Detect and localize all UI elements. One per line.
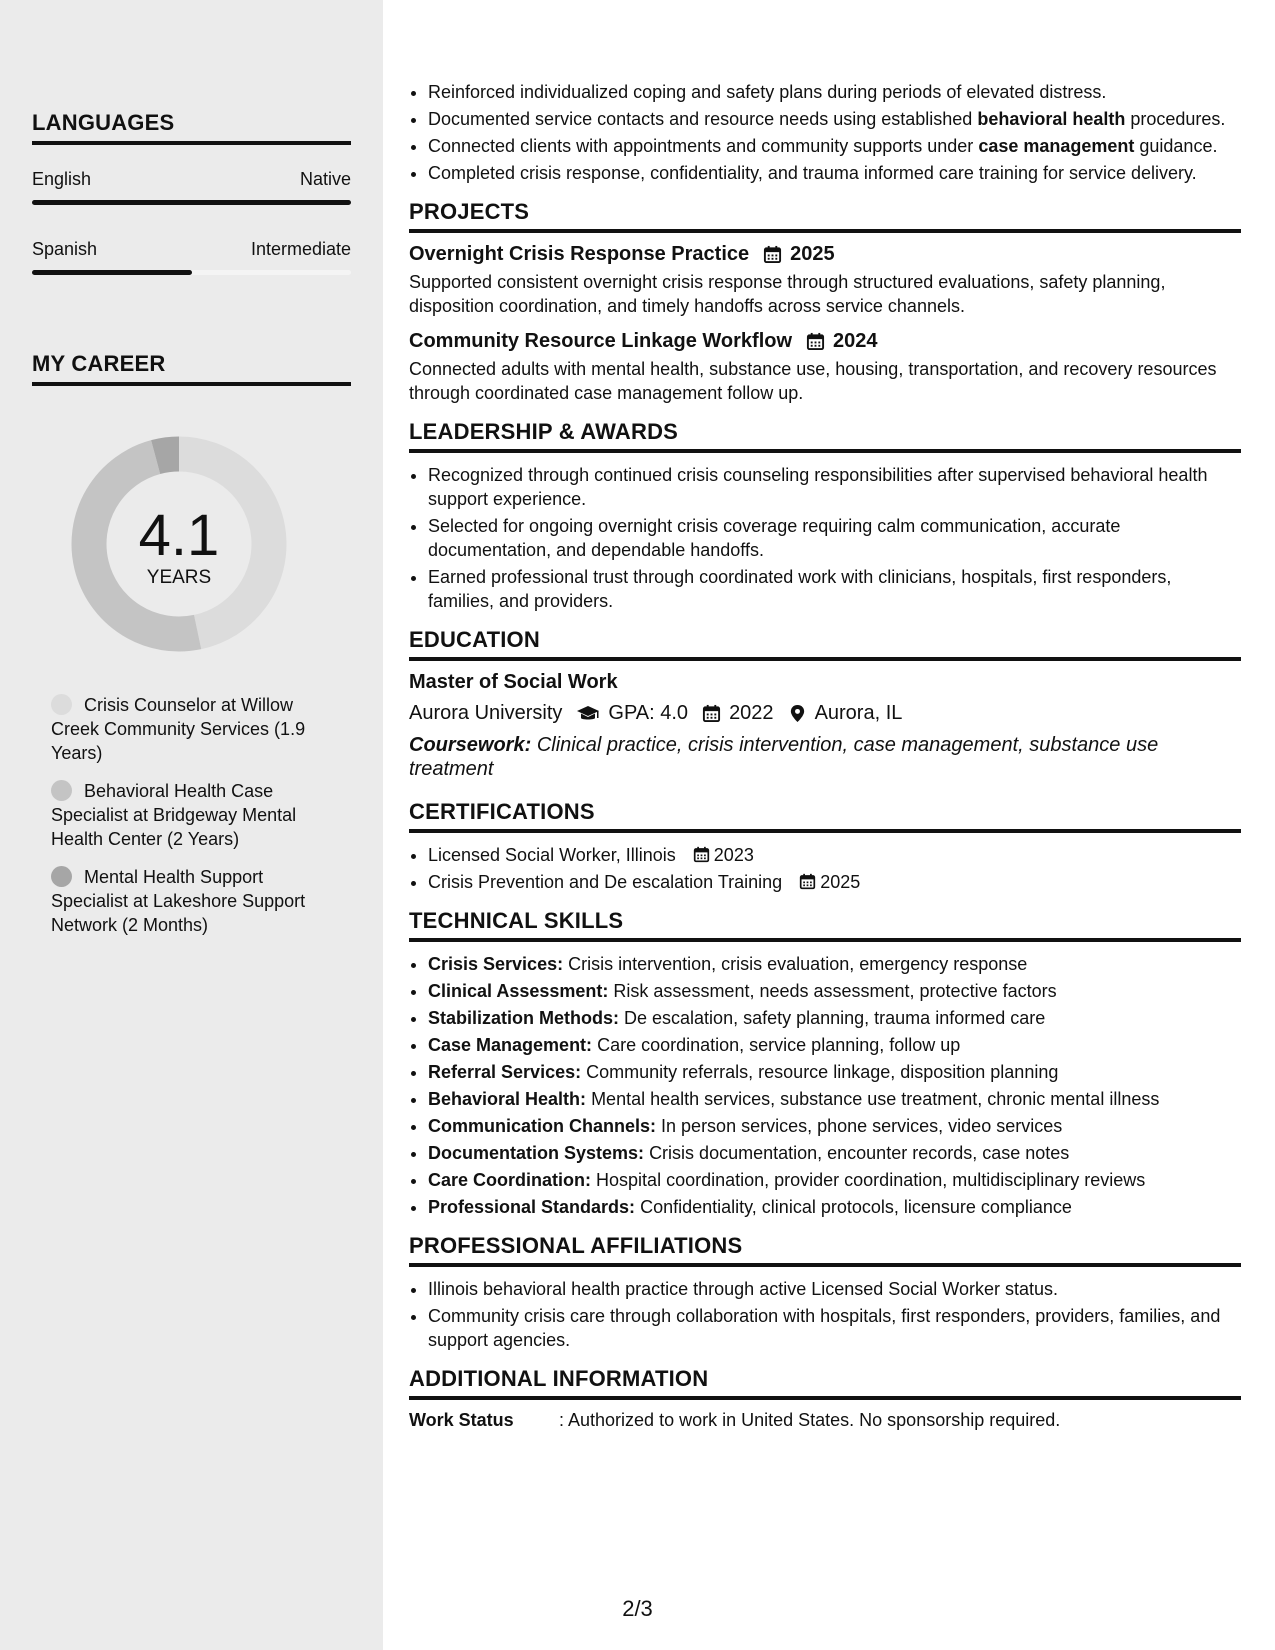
education-degree: Master of Social Work: [409, 671, 618, 693]
language-level: Native: [299, 169, 351, 189]
language-name: English: [32, 169, 92, 189]
leadership-list: [409, 463, 1241, 613]
language-bar-english: [32, 200, 351, 205]
career-heading: MY CAREER: [32, 351, 351, 386]
certification-year: 2025: [820, 872, 861, 892]
language-bar-fill: [32, 270, 192, 275]
calendar-icon: [799, 873, 816, 890]
skill-item: • Stabilization Methods: De escalation, safety planning, trauma informed care: [428, 1006, 1241, 1030]
language-bar-fill: [32, 200, 351, 205]
legend-dot: [51, 694, 72, 715]
work-status-value: : Authorized to work in United States. No sponsorship required.: [559, 1410, 1061, 1430]
skill-item: • Professional Standards: Confidentiality, clinical protocols, licensure compliance: [428, 1195, 1241, 1219]
affiliations-list: [409, 1277, 1241, 1352]
career-legend: [51, 693, 331, 951]
leadership-heading: LEADERSHIP & AWARDS: [409, 419, 1241, 453]
main-content: [409, 0, 1241, 1650]
legend-dot: [51, 780, 72, 801]
skills-heading: TECHNICAL SKILLS: [409, 908, 1241, 942]
certifications-list: [409, 843, 1241, 894]
experience-bullets: [409, 80, 1241, 185]
calendar-icon: [693, 846, 710, 863]
skill-item: • Crisis Services: Crisis intervention, crisis evaluation, emergency response: [428, 952, 1241, 976]
career-total-years: 4.1: [138, 503, 220, 568]
skill-item: • Communication Channels: In person services, phone services, video services: [428, 1114, 1241, 1138]
education-gpa: GPA: 4.0: [608, 702, 689, 724]
languages-heading: LANGUAGES: [32, 110, 351, 145]
education-year: 2022: [729, 702, 774, 724]
affiliation-item: • Illinois behavioral health practice through active Licensed Social Worker status.: [428, 1277, 1241, 1301]
project-title: Community Resource Linkage Workflow 2024: [409, 330, 878, 352]
legend-label: Behavioral Health Case Specialist at Bridgeway Mental Health Center (2 Years): [51, 781, 297, 849]
work-status-label: Work Status: [409, 1410, 514, 1430]
language-english: [32, 169, 351, 190]
graduation-cap-icon: [576, 704, 600, 724]
location-pin-icon: [788, 704, 807, 723]
education-meta: [409, 702, 1241, 725]
skill-item: • Behavioral Health: Mental health services, substance use treatment, chronic mental illness: [428, 1087, 1241, 1111]
certifications-heading: CERTIFICATIONS: [409, 799, 1241, 833]
language-name: Spanish: [32, 239, 98, 259]
experience-bullet: • Connected clients with appointments and community supports under case management guidance.: [428, 134, 1241, 158]
leadership-item: • Selected for ongoing overnight crisis coverage requiring calm communication, accurate documentation, and dependable handoffs.: [428, 514, 1241, 562]
career-unit-label: YEARS: [146, 567, 212, 588]
skills-list: [409, 952, 1241, 1219]
education-heading: EDUCATION: [409, 627, 1241, 661]
legend-label: Crisis Counselor at Willow Creek Community Services (1.9 Years): [51, 695, 306, 763]
affiliations-heading: PROFESSIONAL AFFILIATIONS: [409, 1233, 1241, 1267]
donut-segment-2: [156, 454, 179, 457]
language-spanish: [32, 239, 351, 260]
experience-bullet: • Documented service contacts and resource needs using established behavioral health procedures.: [428, 107, 1241, 131]
skill-item: • Documentation Systems: Crisis documentation, encounter records, case notes: [428, 1141, 1241, 1165]
work-status-row: [409, 1410, 1241, 1431]
career-legend-item: [51, 779, 331, 851]
experience-bullet: • Completed crisis response, confidentiality, and trauma informed care training for service delivery.: [428, 161, 1241, 185]
leadership-item: • Earned professional trust through coordinated work with clinicians, hospitals, first responders, families, and providers.: [428, 565, 1241, 613]
skill-item: • Case Management: Care coordination, service planning, follow up: [428, 1033, 1241, 1057]
page-number: 2/3: [622, 1596, 653, 1621]
experience-bullet: • Reinforced individualized coping and safety plans during periods of elevated distress.: [428, 80, 1241, 104]
calendar-icon: [806, 332, 825, 351]
project-description: Supported consistent overnight crisis response through structured evaluations, safety planning, disposition coordination, and timely handoffs across service channels.: [409, 272, 1166, 316]
projects-heading: PROJECTS: [409, 199, 1241, 233]
legend-dot: [51, 866, 72, 887]
certification-item: • Licensed Social Worker, Illinois 2023: [428, 843, 1241, 867]
calendar-icon: [763, 245, 782, 264]
project-year: 2024: [833, 330, 878, 352]
education-location: Aurora, IL: [814, 702, 903, 724]
project-description: Connected adults with mental health, substance use, housing, transportation, and recovery resources through coordinated case management follow up.: [409, 359, 1217, 403]
certification-year: 2023: [713, 845, 754, 865]
education-school: Aurora University: [409, 702, 563, 724]
language-level: Intermediate: [250, 239, 351, 259]
affiliation-item: • Community crisis care through collaboration with hospitals, first responders, providers, families, and support agencies.: [428, 1304, 1241, 1352]
legend-label: Mental Health Support Specialist at Lakeshore Support Network (2 Months): [51, 867, 306, 935]
certification-item: • Crisis Prevention and De escalation Training 2025: [428, 870, 1241, 894]
leadership-item: • Recognized through continued crisis counseling responsibilities after supervised behavioral health support experience.: [428, 463, 1241, 511]
language-bar-spanish: [32, 270, 351, 275]
skill-item: • Referral Services: Community referrals, resource linkage, disposition planning: [428, 1060, 1241, 1084]
skill-item: • Clinical Assessment: Risk assessment, needs assessment, protective factors: [428, 979, 1241, 1003]
calendar-icon: [702, 704, 721, 723]
project-title: Overnight Crisis Response Practice 2025: [409, 243, 835, 265]
additional-heading: ADDITIONAL INFORMATION: [409, 1366, 1241, 1400]
career-legend-item: [51, 693, 331, 765]
career-legend-item: [51, 865, 331, 937]
education-coursework: Coursework: Clinical practice, crisis intervention, case management, substance use treatment: [409, 734, 1159, 780]
sidebar: [0, 0, 383, 1650]
project-year: 2025: [790, 243, 835, 265]
skill-item: • Care Coordination: Hospital coordination, provider coordination, multidisciplinary reviews: [428, 1168, 1241, 1192]
